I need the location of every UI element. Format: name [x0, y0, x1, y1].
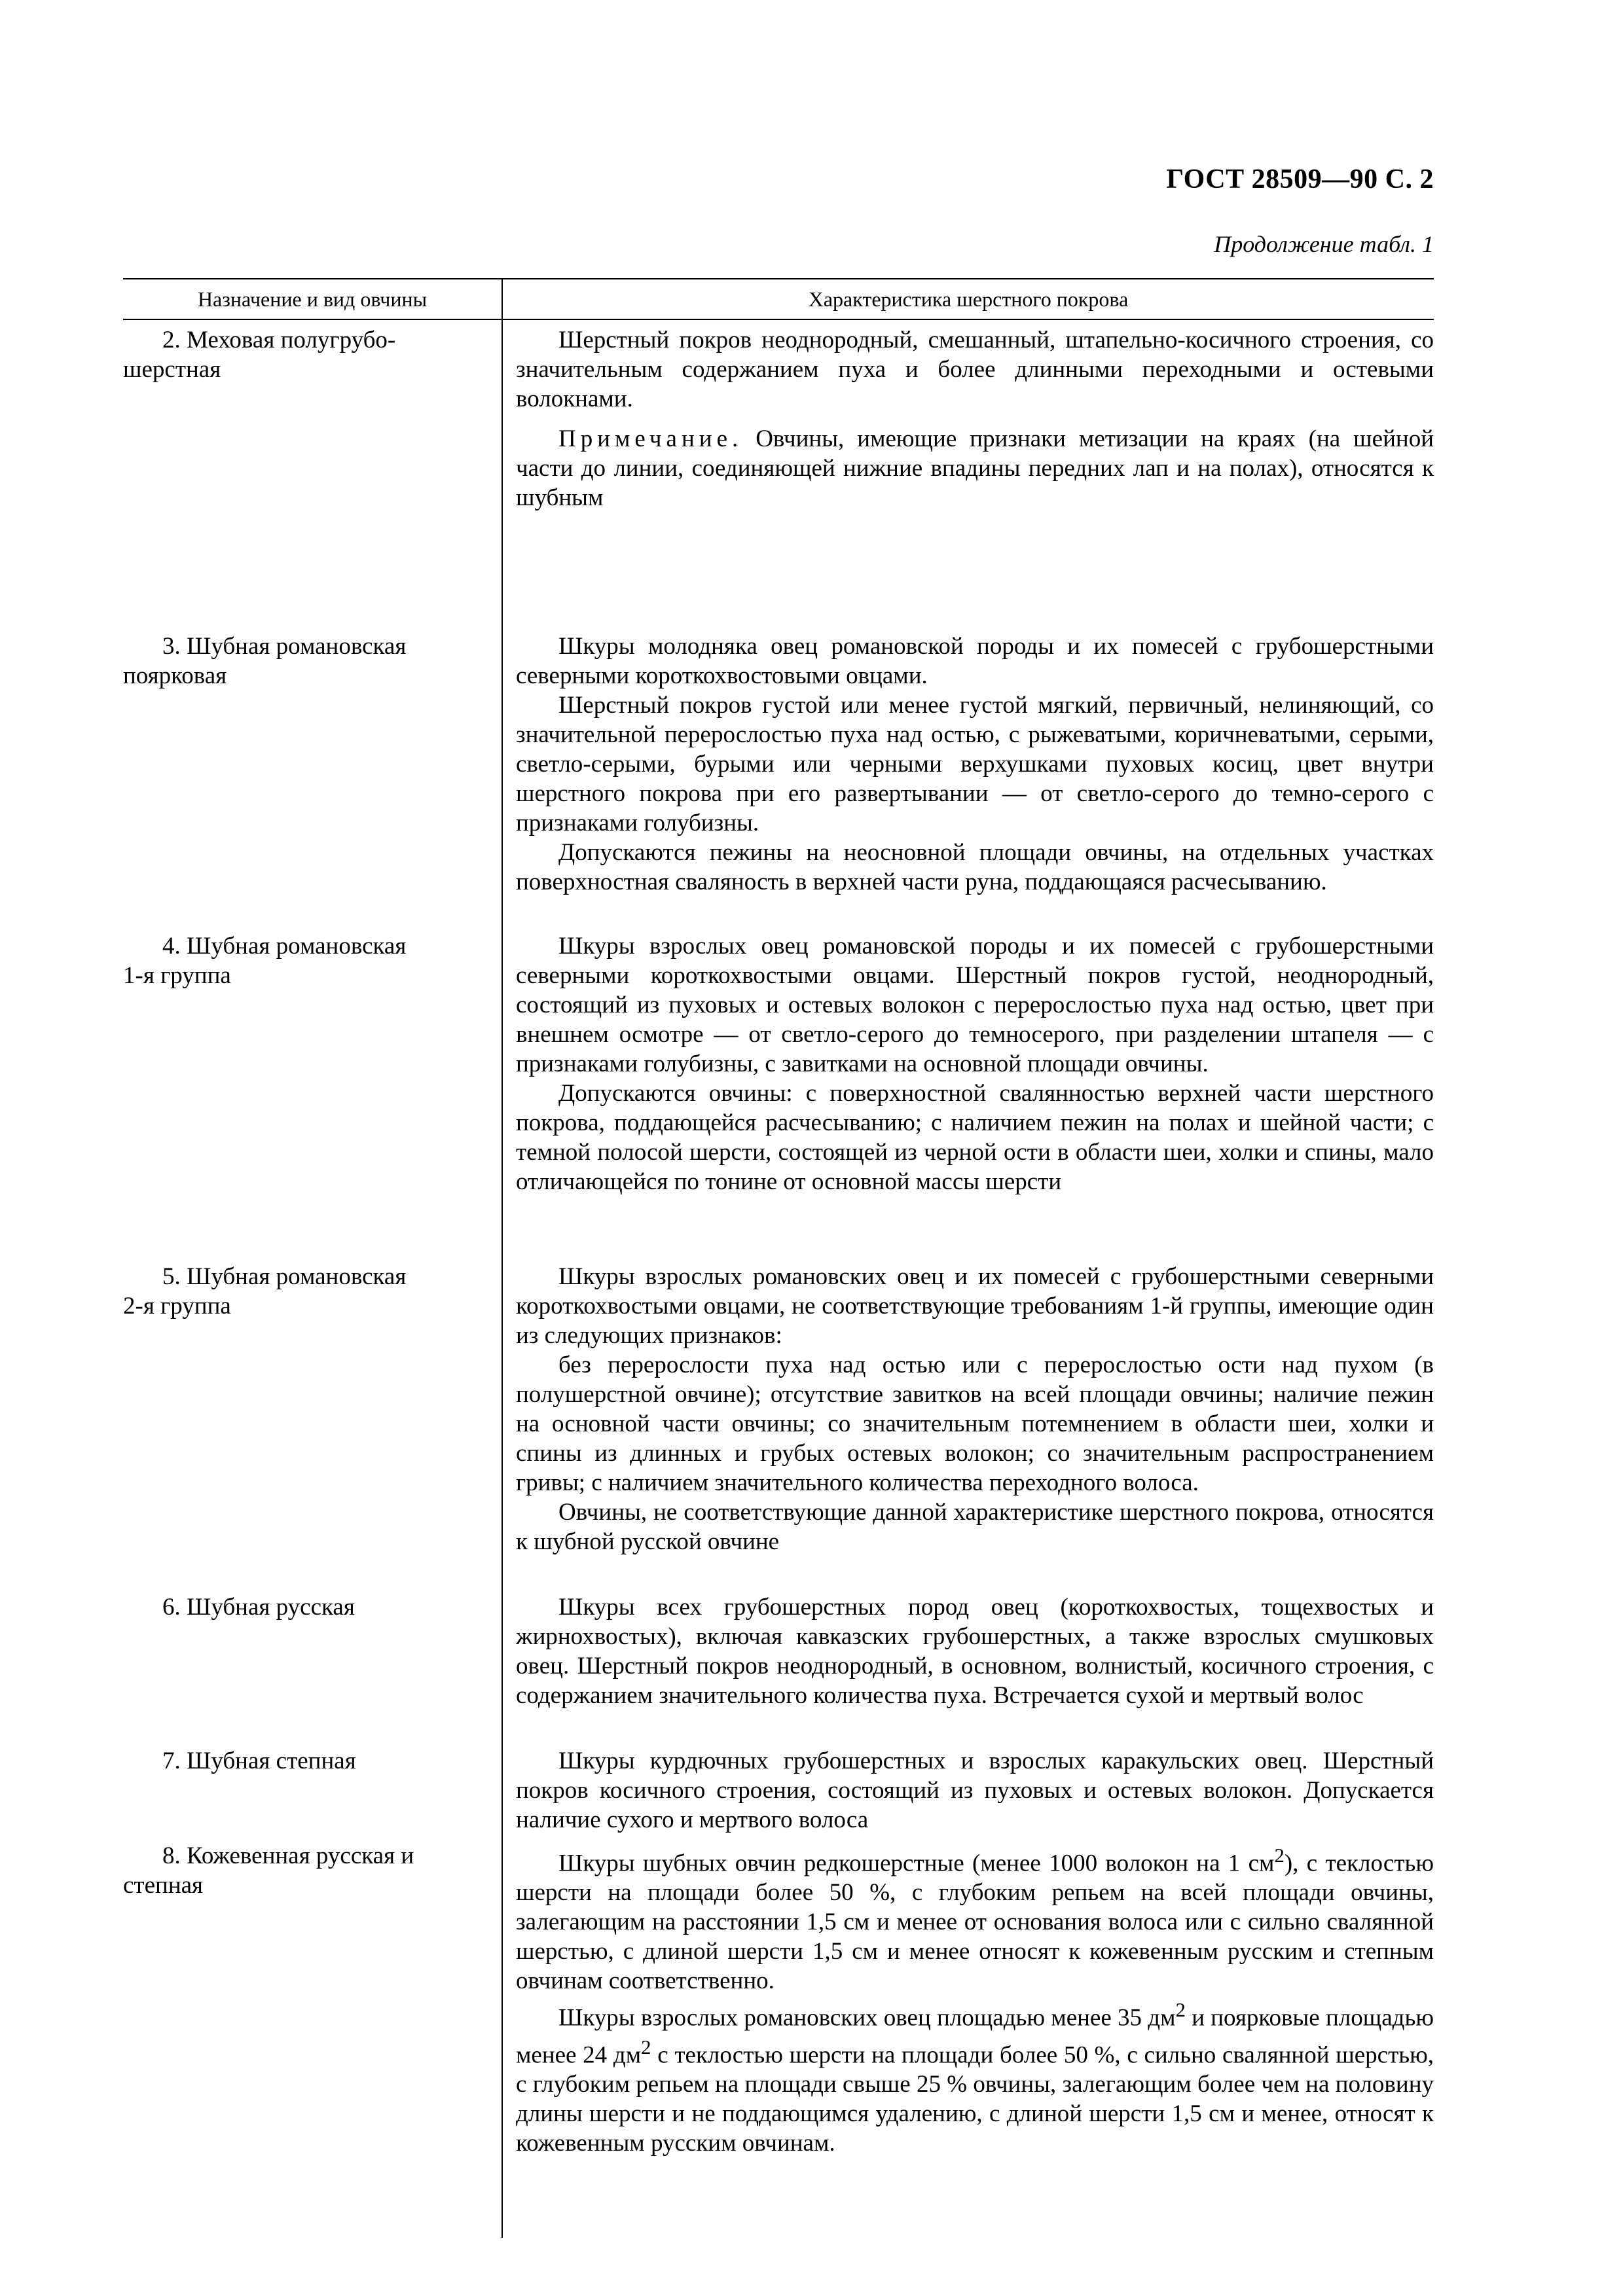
row-paragraph [516, 1996, 1434, 2158]
row-paragraph: Шкуры курдючных грубошерстных и взрослых каракульских овец. Шерстный покров косичного строения, состоящий из пуховых и остевых волокон. Допускается наличие сухого и мертвого волоса [516, 1748, 1434, 1833]
characteristics-table [123, 278, 1434, 2202]
text-fragment: с теклостью шерсти на площади более 50 %, с сильно свалянной шерстью, с глубоким репьем на площади свыше 25 % овчины, залегающим более чем на половину длины шерсти и не поддающимся удалению, с длиной шерсти 1,5 см и менее, относят к кожевенным русским овчинам. [516, 2041, 1434, 2157]
row-name-cell [123, 1587, 501, 1741]
note-label: Примечание. [558, 425, 743, 452]
row-name-line: 8. Кожевенная русская и [162, 1842, 414, 1869]
row-name-line: 4. Шубная романовская [162, 933, 407, 960]
row-paragraph: Допускаются пежины на неосновной площади овчины, на отдельных участках поверхностная сваляность в верхней части руна, поддающаяся расчесыванию. [516, 839, 1434, 895]
row-paragraph: Шкуры всех грубошерстных пород овец (короткохвостых, тощехвостых и жирнохвостых), включая кавказских грубошерстных, а также взрослых смушковых овец. Шерстный покров неоднородный, в основном, волнистый, косичного строения, с содержанием значительного количества пуха. Встречается сухой и мертвый волос [516, 1594, 1434, 1709]
table-row [123, 1836, 1434, 2202]
row-description-cell [501, 1587, 1434, 1741]
text-fragment: Шкуры взрослых романовских овец площадью менее 35 дм [558, 2004, 1176, 2032]
row-name-line: 6. Шубная русская [162, 1594, 355, 1621]
row-paragraph: Шкуры молодняка овец романовской породы и их помесей с грубошерстными северными короткохвостовыми овцами. [516, 633, 1434, 689]
table-body [123, 320, 1434, 2202]
superscript: 2 [1175, 1999, 1186, 2022]
row-name-cell [123, 626, 501, 926]
table-row [123, 1587, 1434, 1741]
row-name-line: поярковая [123, 662, 227, 689]
row-paragraph: Шкуры взрослых романовских овец и их помесей с грубошерстными северными короткохвостыми овцами, не соответствующие требованиям 1-й группы, имеющие один из следующих признаков: [516, 1263, 1434, 1349]
row-paragraph: Шкуры взрослых овец романовской породы и их помесей с грубошерстными северными короткохвостыми овцами. Шерстный покров густой, неоднородный, состоящий из пуховых и остевых волокон с перерослостью пуха над остью, цвет при внешнем осмотре — от светло-серого до темносерого, при разделении штапеля — с признаками голубизны, с завитками на основной площади овчины. [516, 933, 1434, 1077]
row-name-line: 3. Шубная романовская [162, 633, 407, 660]
row-name-line: 5. Шубная романовская [162, 1263, 407, 1290]
note-text: Овчины, имеющие признаки метизации на краях (на шейной части до линии, соединяющей нижние впадины передних лап и на полах), относятся к шубным [516, 425, 1434, 511]
row-description-cell [501, 1741, 1434, 1836]
row-name-cell [123, 926, 501, 1257]
row-description-cell [501, 320, 1434, 626]
row-name-line: 2-я группа [123, 1293, 231, 1319]
table-row [123, 320, 1434, 626]
text-fragment: Шкуры шубных овчин редкошерстные (менее 1000 волокон на 1 см [558, 1850, 1275, 1877]
superscript: 2 [1274, 1844, 1285, 1867]
row-name-line: шерстная [123, 356, 221, 383]
table-continuation-label: Продолжение табл. 1 [1214, 231, 1434, 257]
row-paragraph [516, 1841, 1434, 1996]
row-name-cell [123, 1257, 501, 1587]
row-paragraph: Шерстный покров неоднородный, смешанный, штапельно-косичного строения, со значительным содержанием пуха и более длинными переходными и остевыми волокнами. [516, 327, 1434, 412]
row-paragraph: Шерстный покров густой или менее густой мягкий, первичный, нелиняющий, со значительной перерослостью пуха над остью, с рыжеватыми, коричневатыми, серыми, светло-серыми, бурыми или черными верхушками пуховых косиц, цвет внутри шерстного покрова при его развертывании — от светло-серого до темно-серого с признаками голубизны. [516, 692, 1434, 836]
row-paragraph: без перерослости пуха над остью или с перерослостью ости над пухом (в полушерстной овчине); отсутствие завитков на всей площади овчины; наличие пежин на основной части овчины; со значительным потемнением в области шеи, холки и спины из длинных и грубых остевых волокон; со значительным распространением гривы; с наличием значительного количества переходного волоса. [516, 1352, 1434, 1496]
table-row [123, 1741, 1434, 1836]
table-row [123, 626, 1434, 926]
row-description-cell [501, 1836, 1434, 2202]
text-fragment: ), с теклостью шерсти на площади более 50 %, с глубоким репьем на всей площади овчины, залегающим на расстоянии 1,5 см и менее от основания волоса или с сильно свалянной шерстью, с длиной шерсти 1,5 см и менее относят к кожевенным русским и степным овчинам соответственно. [516, 1850, 1434, 1995]
row-name-cell [123, 320, 501, 626]
table-header [123, 278, 1434, 320]
column-divider [501, 320, 503, 2238]
row-name-cell [123, 1741, 501, 1836]
row-description-cell [501, 926, 1434, 1257]
row-note [516, 424, 1434, 512]
table-row [123, 926, 1434, 1257]
row-name-line: степная [123, 1872, 204, 1899]
table-row [123, 1257, 1434, 1587]
row-name-line: 2. Меховая полугрубо- [162, 327, 396, 353]
row-paragraph: Овчины, не соответствующие данной характеристике шерстного покрова, относятся к шубной русской овчине [516, 1499, 1434, 1555]
text-fragment: и поярковые площадью менее 24 дм [516, 2004, 1434, 2068]
row-description-cell [501, 1257, 1434, 1587]
row-name-cell [123, 1836, 501, 2202]
row-description-cell [501, 626, 1434, 926]
row-name-line: 7. Шубная степная [162, 1748, 356, 1774]
row-name-line: 1-я группа [123, 962, 231, 989]
column-header-characteristics: Характеристика шерстного покрова [501, 279, 1434, 319]
row-paragraph: Допускаются овчины: с поверхностной свалянностью верхней части шерстного покрова, поддающейся расчесыванию; с наличием пежин на полах и шейной части; с темной полосой шерсти, состоящей из черной ости в области шеи, холки и спины, мало отличающейся по тонине от основной массы шерсти [516, 1080, 1434, 1195]
document-header: ГОСТ 28509—90 С. 2 [1166, 164, 1434, 194]
column-header-purpose: Назначение и вид овчины [197, 287, 428, 311]
superscript: 2 [641, 2036, 651, 2058]
